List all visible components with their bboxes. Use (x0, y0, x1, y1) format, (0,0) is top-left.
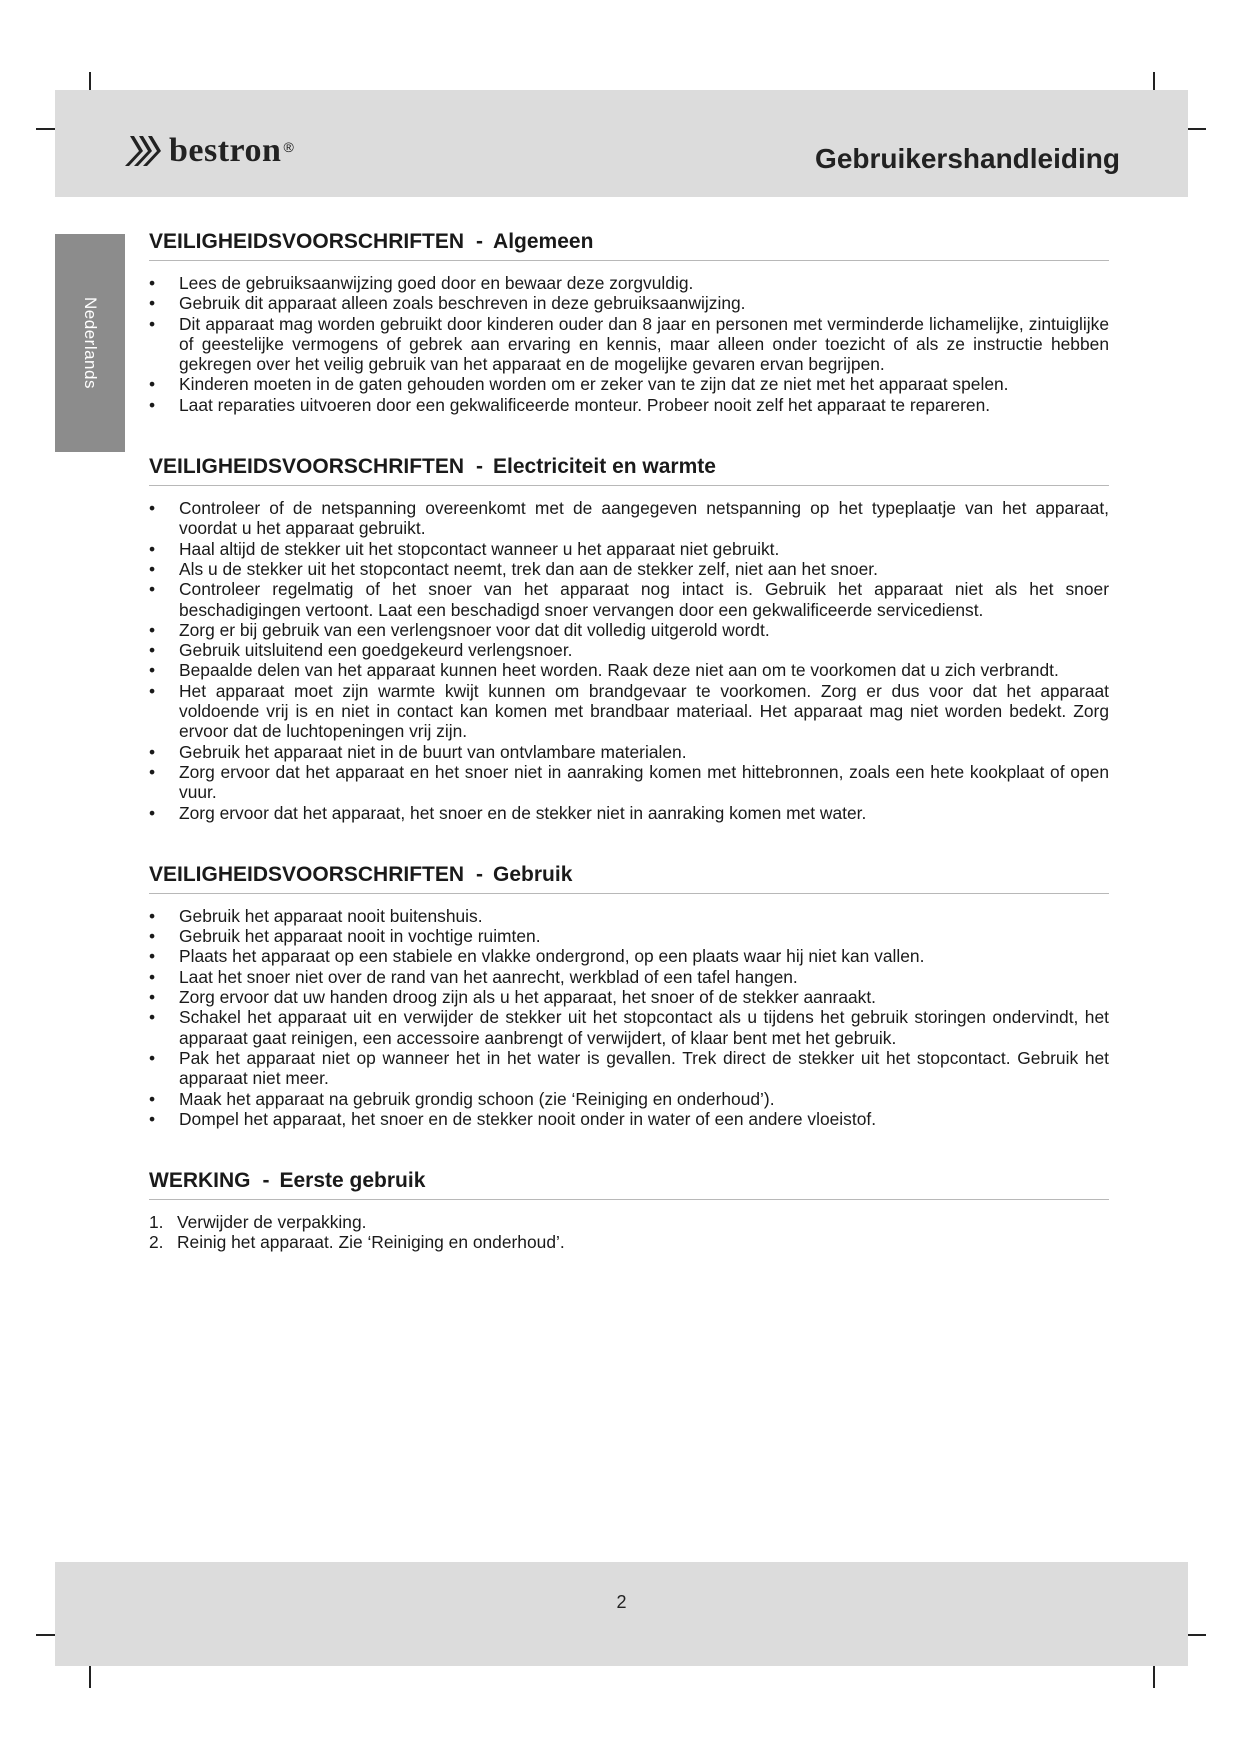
list-item: • Zorg er bij gebruik van een verlengsnoer voor dat dit volledig uitgerold wordt. (149, 619, 770, 640)
list-item: • Laat het snoer niet over de rand van het aanrecht, werkblad of een tafel hangen. (149, 966, 798, 987)
section-subtitle: Algemeen (493, 230, 594, 253)
list-item: 1. Verwijder de verpakking. (149, 1212, 367, 1233)
section-heading: VEILIGHEIDSVOORSCHRIFTEN - Algemeen (149, 230, 1109, 261)
section-gebruik (149, 863, 1109, 1129)
list-item: • Kinderen moeten in de gaten gehouden worden om er zeker van te zijn dat ze niet met het apparaat spelen. (149, 374, 1009, 395)
list-item: • Dompel het apparaat, het snoer en de stekker nooit onder in water of een andere vloeistof. (149, 1108, 877, 1129)
list-item: • Schakel het apparaat uit en verwijder de stekker uit het stopcontact als u tijdens het gebruik storingen ondervindt, het apparaat gaat reinigen, een accessoire aanbrengt of verwijdert, of klaar bent met het gebruik. (149, 1007, 1109, 1048)
brand-name: bestron (169, 132, 282, 169)
section-heading: WERKING - Eerste gebruik (149, 1169, 1109, 1200)
section-werking (149, 1169, 1109, 1253)
numbered-list (149, 1212, 1109, 1253)
list-item: 2. Reinig het apparaat. Zie ‘Reiniging en onderhoud’. (149, 1232, 565, 1253)
list-item: • Controleer regelmatig of het snoer van het apparaat nog intact is. Gebruik het apparaat niet als het snoer beschadigingen vertoont. Laat een beschadigd snoer vervangen door een gekwalificeerde servicedienst. (149, 579, 1109, 620)
language-tab (55, 234, 125, 452)
section-title: VEILIGHEIDSVOORSCHRIFTEN (149, 230, 465, 253)
section-heading: VEILIGHEIDSVOORSCHRIFTEN - Gebruik (149, 863, 1109, 894)
page-title: Gebruikershandleiding (815, 143, 1120, 174)
bullet-list (149, 273, 1109, 415)
registered-mark: ® (283, 139, 294, 155)
page-number: 2 (616, 1592, 627, 1612)
chevrons-icon (125, 136, 161, 166)
list-item: • Haal altijd de stekker uit het stopcontact wanneer u het apparaat niet gebruikt. (149, 538, 780, 559)
page-header (55, 90, 1188, 197)
section-subtitle: Eerste gebruik (279, 1169, 426, 1193)
list-item: • Dit apparaat mag worden gebruikt door kinderen ouder dan 8 jaar en personen met verminderde lichamelijke, zintuiglijke of geestelijke vermogens of gebrek aan ervaring en kennis, maar alleen onder toezicht of als ze instructie hebben gekregen over het veilig gebruik van het apparaat en de mogelijke gevaren ervan begrijpen. (149, 313, 1109, 375)
bullet-list (149, 498, 1109, 823)
page-footer (55, 1562, 1188, 1666)
list-item: • Gebruik het apparaat niet in de buurt van ontvlambare materialen. (149, 741, 687, 762)
list-item: • Plaats het apparaat op een stabiele en vlakke ondergrond, op een plaats waar hij niet kan vallen. (149, 946, 925, 967)
bullet-list (149, 906, 1109, 1129)
language-label: Nederlands (81, 297, 100, 389)
list-item: • Zorg ervoor dat het apparaat, het snoer en de stekker niet in aanraking komen met water. (149, 802, 867, 823)
list-item: • Als u de stekker uit het stopcontact neemt, trek dan aan de stekker zelf, niet aan het snoer. (149, 558, 878, 579)
list-item: • Lees de gebruiksaanwijzing goed door en bewaar deze zorgvuldig. (149, 273, 694, 293)
list-item: • Het apparaat moet zijn warmte kwijt kunnen om brandgevaar te voorkomen. Zorg er dus voor dat het apparaat voldoende vrij is en niet in contact kan komen met brandbaar materiaal. Het apparaat mag niet worden bedekt. Zorg ervoor dat de luchtopeningen vrij zijn. (149, 680, 1109, 742)
section-subtitle: Gebruik (493, 862, 573, 886)
list-item: • Gebruik het apparaat nooit buitenshuis. (149, 905, 483, 926)
list-item: • Maak het apparaat na gebruik grondig schoon (zie ‘Reiniging en onderhoud’). (149, 1088, 775, 1109)
section-heading: VEILIGHEIDSVOORSCHRIFTEN - Electriciteit en warmte (149, 455, 1109, 486)
list-item: • Controleer of de netspanning overeenkomt met de aangegeven netspanning op het typeplaatje van het apparaat, voordat u het apparaat gebruikt. (149, 498, 1109, 539)
section-title: WERKING (149, 1169, 251, 1193)
list-item: • Laat reparaties uitvoeren door een gekwalificeerde monteur. Probeer nooit zelf het apparaat te repareren. (149, 394, 991, 415)
main-content (149, 230, 1109, 1293)
list-item: • Zorg ervoor dat uw handen droog zijn als u het apparaat, het snoer of de stekker aanraakt. (149, 987, 877, 1008)
section-title: VEILIGHEIDSVOORSCHRIFTEN (149, 455, 465, 479)
list-item: • Zorg ervoor dat het apparaat en het snoer niet in aanraking komen met hittebronnen, zoals een hete kookplaat of open vuur. (149, 761, 1109, 803)
list-item: • Gebruik dit apparaat alleen zoals beschreven in deze gebruiksaanwijzing. (149, 293, 746, 314)
list-item: • Gebruik het apparaat nooit in vochtige ruimten. (149, 926, 541, 947)
section-subtitle: Electriciteit en warmte (493, 455, 716, 479)
brand-logo (125, 132, 294, 170)
section-title: VEILIGHEIDSVOORSCHRIFTEN (149, 862, 465, 886)
list-item: • Pak het apparaat niet op wanneer het in het water is gevallen. Trek direct de stekker uit het stopcontact. Gebruik het apparaat niet meer. (149, 1047, 1109, 1089)
list-item: • Gebruik uitsluitend een goedgekeurd verlengsnoer. (149, 640, 573, 661)
section-electriciteit (149, 455, 1109, 823)
section-algemeen (149, 230, 1109, 415)
list-item: • Bepaalde delen van het apparaat kunnen heet worden. Raak deze niet aan om te voorkomen dat u zich verbrandt. (149, 660, 1059, 681)
